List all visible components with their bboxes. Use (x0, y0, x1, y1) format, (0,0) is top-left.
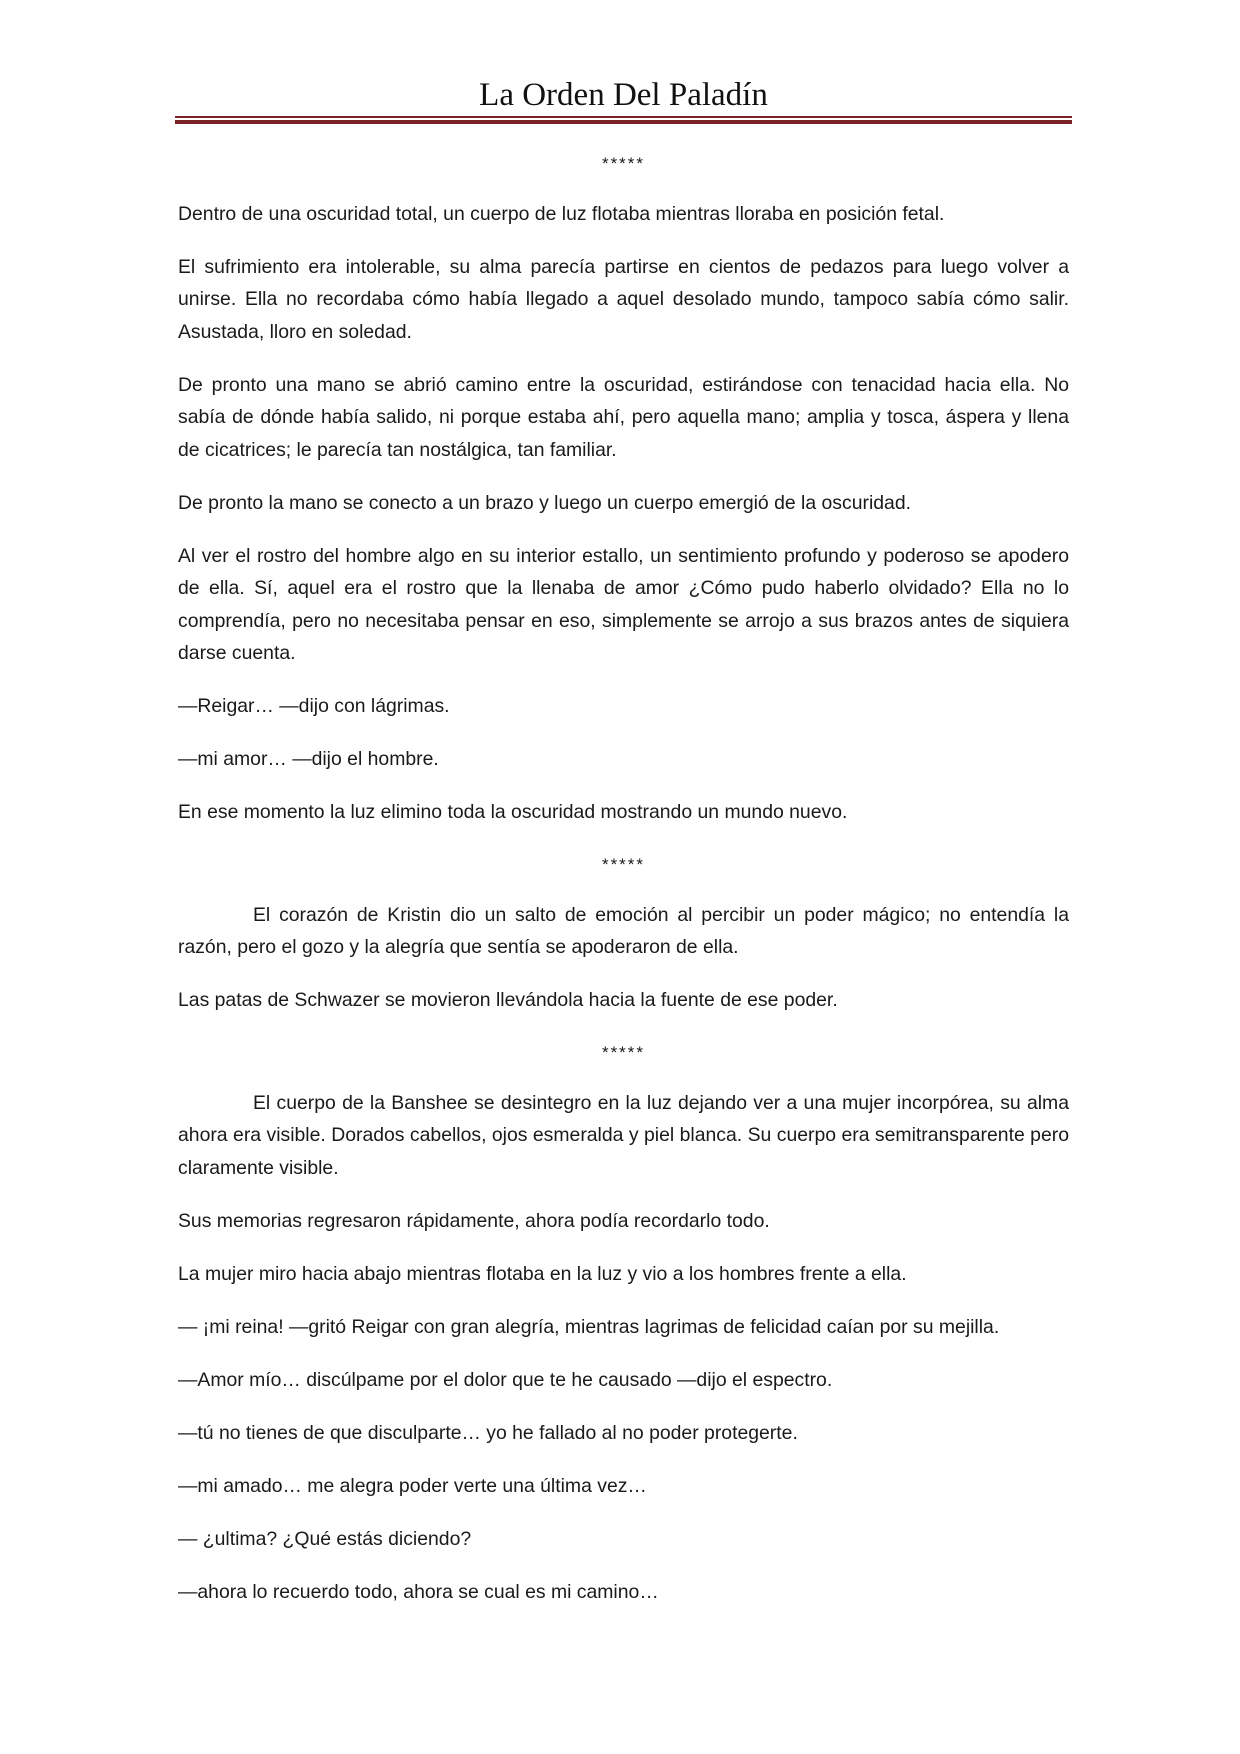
dialogue-line: —mi amor… —dijo el hombre. (178, 748, 439, 770)
dialogue-line: — ¡mi reina! —gritó Reigar con gran alegría, mientras lagrimas de felicidad caían por su mejilla. (178, 1315, 1000, 1338)
paragraph: El corazón de Kristin dio un salto de emoción al percibir un poder mágico; no entendía la razón, pero el gozo y la alegría que sentía se apoderaron de ella. (178, 903, 1069, 958)
paragraph: La mujer miro hacia abajo mientras flotaba en la luz y vio a los hombres frente a ella. (178, 1262, 907, 1285)
body-text (178, 148, 1069, 1629)
paragraph: El sufrimiento era intolerable, su alma parecía partirse en cientos de pedazos para luego volver a unirse. Ella no recordaba cómo había llegado a aquel desolado mundo, tampoco sabía cómo salir. Asustada, lloro en soledad. (178, 255, 1069, 343)
paragraph: De pronto la mano se conecto a un brazo y luego un cuerpo emergió de la oscuridad. (178, 491, 911, 514)
dialogue-line: —Reigar… —dijo con lágrimas. (178, 695, 450, 717)
paragraph: En ese momento la luz elimino toda la oscuridad mostrando un mundo nuevo. (178, 801, 848, 823)
scene-separator: ***** (601, 855, 646, 874)
running-header-title: La Orden Del Paladín (479, 77, 768, 113)
header-rule-thin (175, 116, 1072, 118)
scene-separator: ***** (601, 154, 646, 173)
paragraph: Las patas de Schwazer se movieron llevándola hacia la fuente de ese poder. (178, 989, 838, 1011)
dialogue-line: —mi amado… me alegra poder verte una última vez… (178, 1474, 647, 1497)
dialogue-line: — ¿ultima? ¿Qué estás diciendo? (178, 1527, 472, 1550)
dialogue-line: —tú no tienes de que disculparte… yo he fallado al no poder protegerte. (178, 1421, 798, 1444)
dialogue-line: —Amor mío… discúlpame por el dolor que te he causado —dijo el espectro. (178, 1368, 833, 1391)
scene-separator: ***** (601, 1043, 646, 1062)
header-rule-thick (175, 120, 1072, 124)
paragraph: De pronto una mano se abrió camino entre la oscuridad, estirándose con tenacidad hacia ella. No sabía de dónde había salido, ni porque estaba ahí, pero aquella mano; amplia y tosca, áspera y llena de cicatrices; le parecía tan nostálgica, tan familiar. (178, 373, 1069, 461)
paragraph: Dentro de una oscuridad total, un cuerpo de luz flotaba mientras lloraba en posición fetal. (178, 202, 945, 225)
dialogue-line: —ahora lo recuerdo todo, ahora se cual es mi camino… (178, 1580, 659, 1603)
paragraph: Sus memorias regresaron rápidamente, ahora podía recordarlo todo. (178, 1209, 770, 1232)
paragraph: Al ver el rostro del hombre algo en su interior estallo, un sentimiento profundo y poderoso se apodero de ella. Sí, aquel era el rostro que la llenaba de amor ¿Cómo pudo haberlo olvidado? Ella no lo comprendía, pero no necesitaba pensar en eso, simplemente se arrojo a sus brazos antes de siquiera darse cuenta. (178, 544, 1069, 664)
paragraph: El cuerpo de la Banshee se desintegro en la luz dejando ver a una mujer incorpórea, su alma ahora era visible. Dorados cabellos, ojos esmeralda y piel blanca. Su cuerpo era semitransparente pero claramente visible. (178, 1091, 1069, 1179)
